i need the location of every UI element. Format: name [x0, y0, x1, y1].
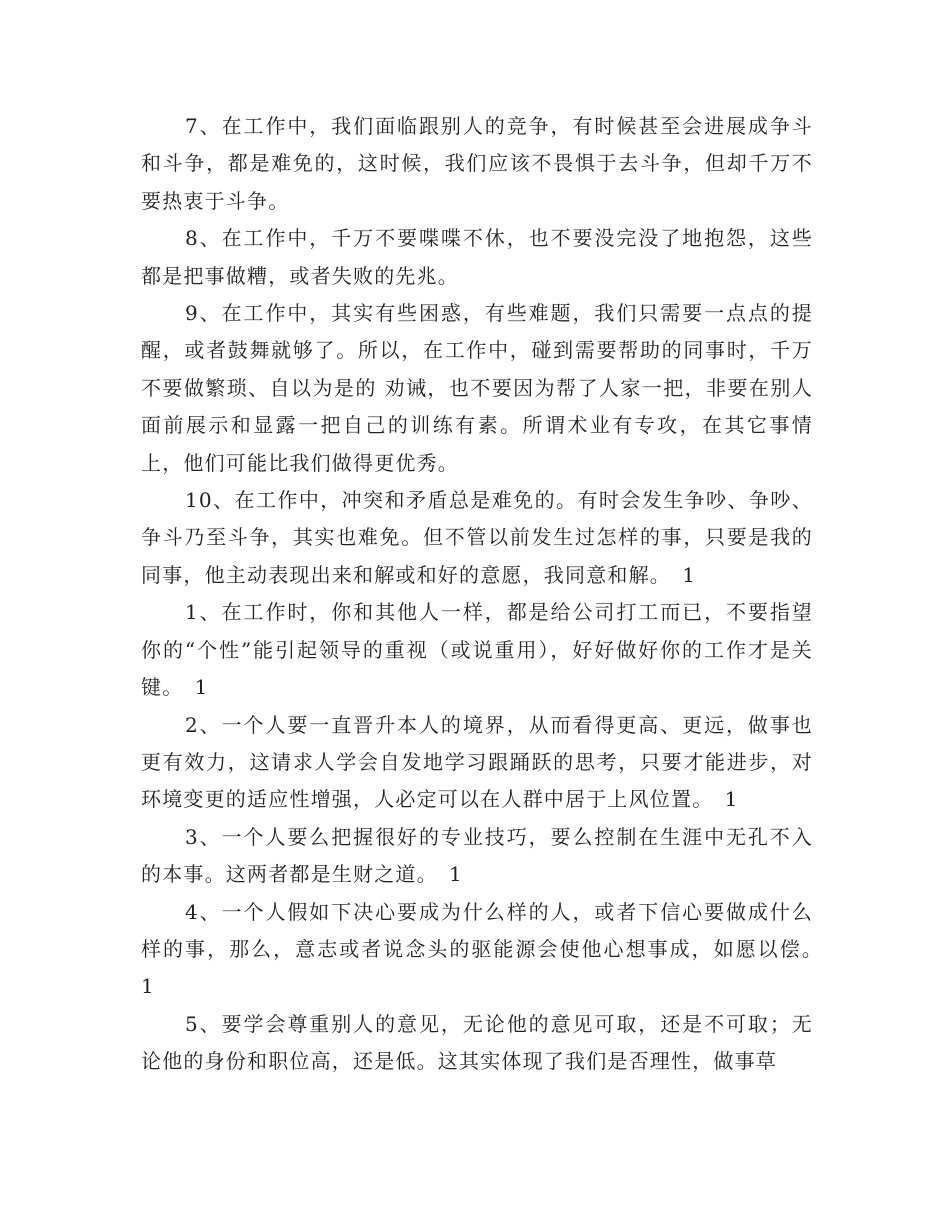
paragraph-7: 7、在工作中，我们面临跟别人的竞争，有时候甚至会进展成争斗和斗争，都是难免的，这时候，我们应该不畏惧于去斗争，但却千万不要热衷于斗争。 — [141, 114, 813, 213]
paragraph-4: 4、一个人假如下决心要成为什么样的人，或者下信心要做成什么样的事，那么，意志或者说念头的驱能源会使他心想事成，如愿以偿。 1 — [141, 899, 835, 999]
document-body — [141, 108, 835, 1081]
paragraph-8: 8、在工作中，千万不要喋喋不休，也不要没完没了地抱怨，这些都是把事做糟，或者失败的先兆。 — [141, 226, 813, 288]
paragraph-9: 9、在工作中，其实有些困惑，有些难题，我们只需要一点点的提醒，或者鼓舞就够了。所以，在工作中，碰到需要帮助的同事时，千万不要做繁琐、自以为是的 劝诫，也不要因为帮了人家一把，非要在别人面前展示和显露一把自己的训练有素。所谓术业有专攻，在其它事情上，他们可能比我们做得更优秀。 — [141, 301, 813, 475]
paragraph-3: 3、一个人要么把握很好的专业技巧，要么控制在生涯中无孔不入的本事。这两者都是生财之道。 1 — [141, 824, 813, 887]
paragraph-1: 1、在工作时，你和其他人一样，都是给公司打工而已，不要指望你的“个性”能引起领导的重视（或说重用），好好做好你的工作才是关键。 1 — [141, 600, 813, 700]
paragraph-10: 10、在工作中，冲突和矛盾总是难免的。有时会发生争吵、争吵、争斗乃至斗争，其实也难免。但不管以前发生过怎样的事，只要是我的同事，他主动表现出来和解或和好的意愿，我同意和解。 1 — [141, 488, 813, 587]
paragraph-5: 5、要学会尊重别人的意见，无论他的意见可取，还是不可取；无论他的身份和职位高，还是低。这其实体现了我们是否理性，做事草 — [141, 1011, 813, 1074]
paragraph-2: 2、一个人要一直晋升本人的境界，从而看得更高、更远，做事也更有效力，这请求人学会自发地学习跟踊跃的思考，只要才能进步，对环境变更的适应性增强，人必定可以在人群中居于上风位置。 1 — [141, 712, 813, 812]
